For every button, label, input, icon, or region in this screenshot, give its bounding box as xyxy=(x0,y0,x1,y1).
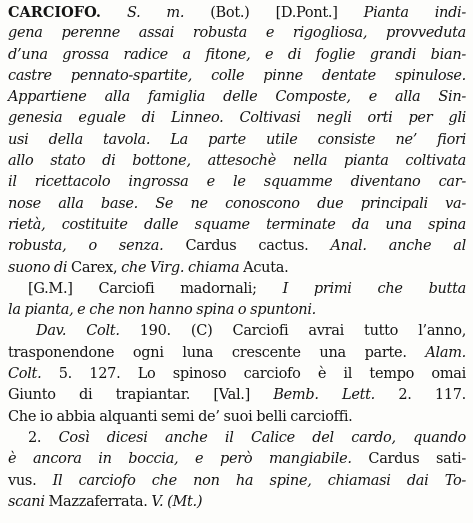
entry-line-5 xyxy=(8,87,466,108)
text-run: V. (Mt.) xyxy=(151,493,203,510)
text-run: il ricettacolo ingrossa e le squamme diventano car- xyxy=(8,174,466,191)
text-run: Appartiene alla famiglia delle Composte, e alla Sin- xyxy=(8,89,466,106)
entry-line-24 xyxy=(8,492,466,513)
entry-line-9 xyxy=(8,172,466,193)
text-run: Dav. Colt. xyxy=(36,323,120,340)
entry-line-2 xyxy=(8,23,466,44)
text-run: è ancora in boccia, e però mangiabile. xyxy=(8,451,352,468)
entry-line-23 xyxy=(8,471,466,492)
text-run: S. m. xyxy=(126,5,185,21)
text-run: Carex, xyxy=(67,259,122,276)
text-run: usi della tavola. La parte utile consiste ne’ fiori xyxy=(8,131,466,148)
entry-line-10 xyxy=(8,194,466,215)
entry-line-14 xyxy=(8,279,466,300)
text-run: gena perenne assai robusta e rigogliosa, provveduta xyxy=(8,25,466,42)
text-run: Cardus sati- xyxy=(351,451,466,468)
entry-line-3 xyxy=(8,45,466,66)
text-run: Così dicesi anche il Calice del cardo, quando xyxy=(58,429,466,446)
entry-line-6 xyxy=(8,108,466,129)
entry-line-19 xyxy=(8,385,466,406)
text-run: Alam. xyxy=(425,344,466,361)
dictionary-entry-carciofo xyxy=(8,2,466,513)
entry-line-11 xyxy=(8,215,466,236)
text-run: genesia eguale di Linneo. Coltivasi negli orti per gli xyxy=(8,110,466,127)
entry-line-8 xyxy=(8,151,466,172)
entry-line-16 xyxy=(8,321,466,342)
text-run: 5. 127. Lo spinoso carciofo è il tempo omai xyxy=(41,366,466,383)
text-run: Colt. xyxy=(8,366,42,383)
text-run: Pianta indi- xyxy=(363,5,466,21)
text-run: 2. 117. xyxy=(374,387,466,404)
text-run: rietà, costituite dalle squame terminate da una spina xyxy=(8,216,466,233)
text-run: Che io abbia alquanti semi de’ suoi belli carcioffi. xyxy=(8,408,353,425)
entry-line-22 xyxy=(8,449,466,470)
entry-line-4 xyxy=(8,66,466,87)
entry-line-15 xyxy=(8,300,466,321)
text-run: allo stato di bottone, attesochè nella pianta coltivata xyxy=(8,153,466,170)
entry-line-17 xyxy=(8,343,466,364)
entry-line-7 xyxy=(8,130,466,151)
text-run: 2. xyxy=(28,429,59,446)
text-run: Mazzaferrata. xyxy=(44,493,152,510)
text-run: I primi che butta xyxy=(282,280,466,297)
text-run: [G.M.] Carciofi madornali; xyxy=(28,280,283,297)
text-run: castre pennato-spartite, colle pinne dentate spinulose. xyxy=(8,67,466,84)
text-run: d’una grossa radice a fitone, e di foglie grandi bian- xyxy=(8,46,466,63)
text-run: suono di xyxy=(8,259,68,276)
entry-line-13 xyxy=(8,258,466,279)
text-run: (Bot.) [D.Pont.] xyxy=(184,5,364,21)
text-run: trasponendone ogni luna crescente una parte. xyxy=(8,344,426,361)
headword: CARCIOFO. xyxy=(8,4,101,21)
text-run: Cardus cactus. xyxy=(163,238,331,255)
text-run: vus. xyxy=(8,472,53,489)
entry-line-1 xyxy=(8,2,466,23)
entry-line-21 xyxy=(8,428,466,449)
text-run: che Virg. chiama xyxy=(121,259,240,276)
text-run: la pianta, e che non hanno spina o spuntoni. xyxy=(8,302,316,319)
text-run: scani xyxy=(8,493,45,510)
entry-line-18 xyxy=(8,364,466,385)
text-run: nose alla base. Se ne conoscono due principali va- xyxy=(8,195,466,212)
text-run: Bemb. Lett. xyxy=(273,387,375,404)
text-run: Il carciofo che non ha spine, chiamasi dai To- xyxy=(52,472,466,489)
text-run: Giunto di trapiantar. [Val.] xyxy=(8,387,274,404)
text-run: robusta, o senza. xyxy=(8,238,164,255)
entry-line-12 xyxy=(8,236,466,257)
text-run: 190. (C) Carciofi avrai tutto l’anno, xyxy=(119,323,467,340)
entry-line-20 xyxy=(8,407,466,428)
text-run: Anal. anche al xyxy=(330,238,466,255)
text-run: Acuta. xyxy=(239,259,289,276)
